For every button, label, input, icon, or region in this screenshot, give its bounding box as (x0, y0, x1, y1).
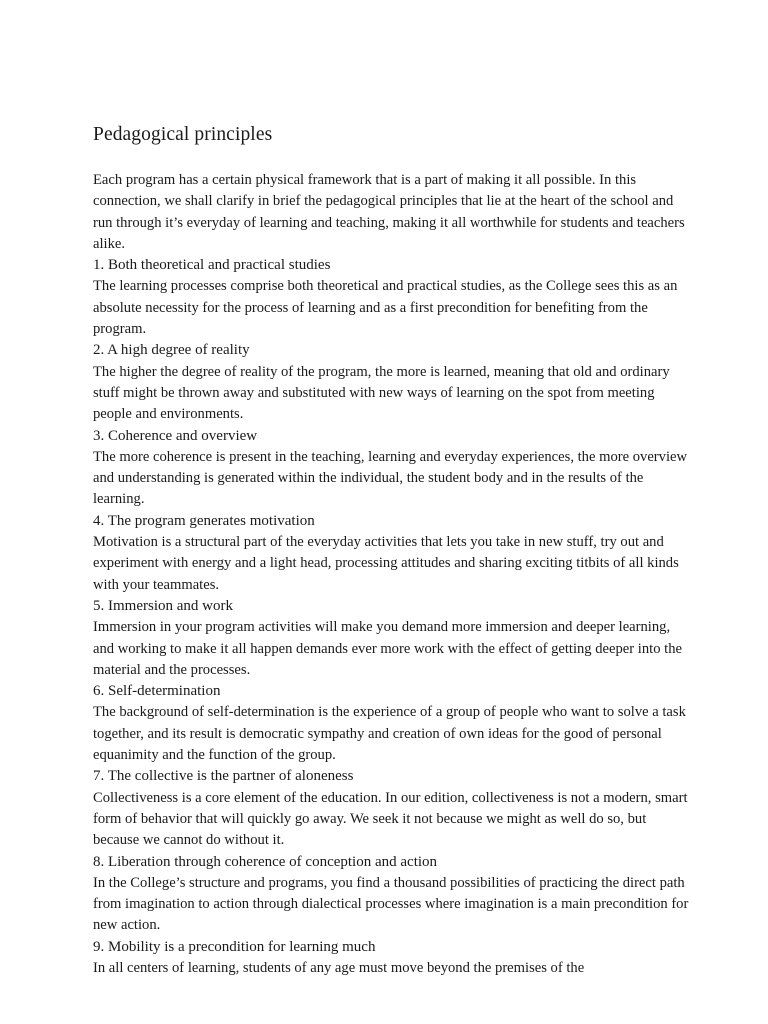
section-text-6: The background of self-determination is the experience of a group of people who want to solve a task together, and its result is democratic sympathy and creation of own ideas for the good of personal equanimity and the function of the group. (93, 704, 686, 764)
section-text-3: The more coherence is present in the teaching, learning and everyday experiences, the more overview and understanding is generated within the individual, the student body and in the results of the learning. (93, 448, 688, 508)
section-heading-3: 3. Coherence and overview (93, 427, 258, 444)
intro-paragraph: Each program has a certain physical framework that is a part of making it all possible. In this connection, we shall clarify in brief the pedagogical principles that lie at the heart of the school and run through it’s everyday of learning and teaching, making it all worthwhile for students and teachers alike. (93, 172, 685, 252)
section-heading-4: 4. The program generates motivation (93, 512, 315, 529)
section-text-2: The higher the degree of reality of the program, the more is learned, meaning that old and ordinary stuff might be thrown away and substituted with new ways of learning on the spot from meeting people and environments. (93, 363, 670, 423)
page-title: Pedagogical principles (93, 124, 273, 145)
section-text-7: Collectiveness is a core element of the education. In our edition, collectiveness is not a modern, smart form of behavior that will quickly go away. We seek it not because we might as well do so, but because we cannot do without it. (93, 789, 688, 849)
section-text-4: Motivation is a structural part of the everyday activities that lets you take in new stuff, try out and experiment with energy and a light head, processing attitudes and sharing exciting titbits of all kinds with your teammates. (93, 534, 679, 593)
section-text-9: In all centers of learning, students of any age must move beyond the premises of the (93, 959, 585, 976)
section-text-5: Immersion in your program activities will make you demand more immersion and deeper learning, and working to make it all happen demands ever more work with the effect of getting deeper into the material and the processes. (93, 619, 682, 678)
section-heading-7: 7. The collective is the partner of aloneness (93, 768, 354, 785)
section-heading-2: 2. A high degree of reality (93, 342, 250, 359)
section-heading-9: 9. Mobility is a precondition for learning much (93, 938, 376, 955)
section-text-8: In the College’s structure and programs, you find a thousand possibilities of practicing the direct path from imagination to action through dialectical processes where imagination is a main precondition for new action. (93, 874, 689, 934)
section-text-1: The learning processes comprise both theoretical and practical studies, as the College sees this as an absolute necessity for the process of learning and as a first precondition for benefiting from the program. (93, 278, 678, 338)
section-heading-6: 6. Self-determination (93, 683, 221, 700)
section-heading-1: 1. Both theoretical and practical studies (93, 257, 331, 274)
section-heading-5: 5. Immersion and work (93, 597, 233, 614)
document-body (93, 170, 693, 979)
section-heading-8: 8. Liberation through coherence of conception and action (93, 853, 438, 870)
